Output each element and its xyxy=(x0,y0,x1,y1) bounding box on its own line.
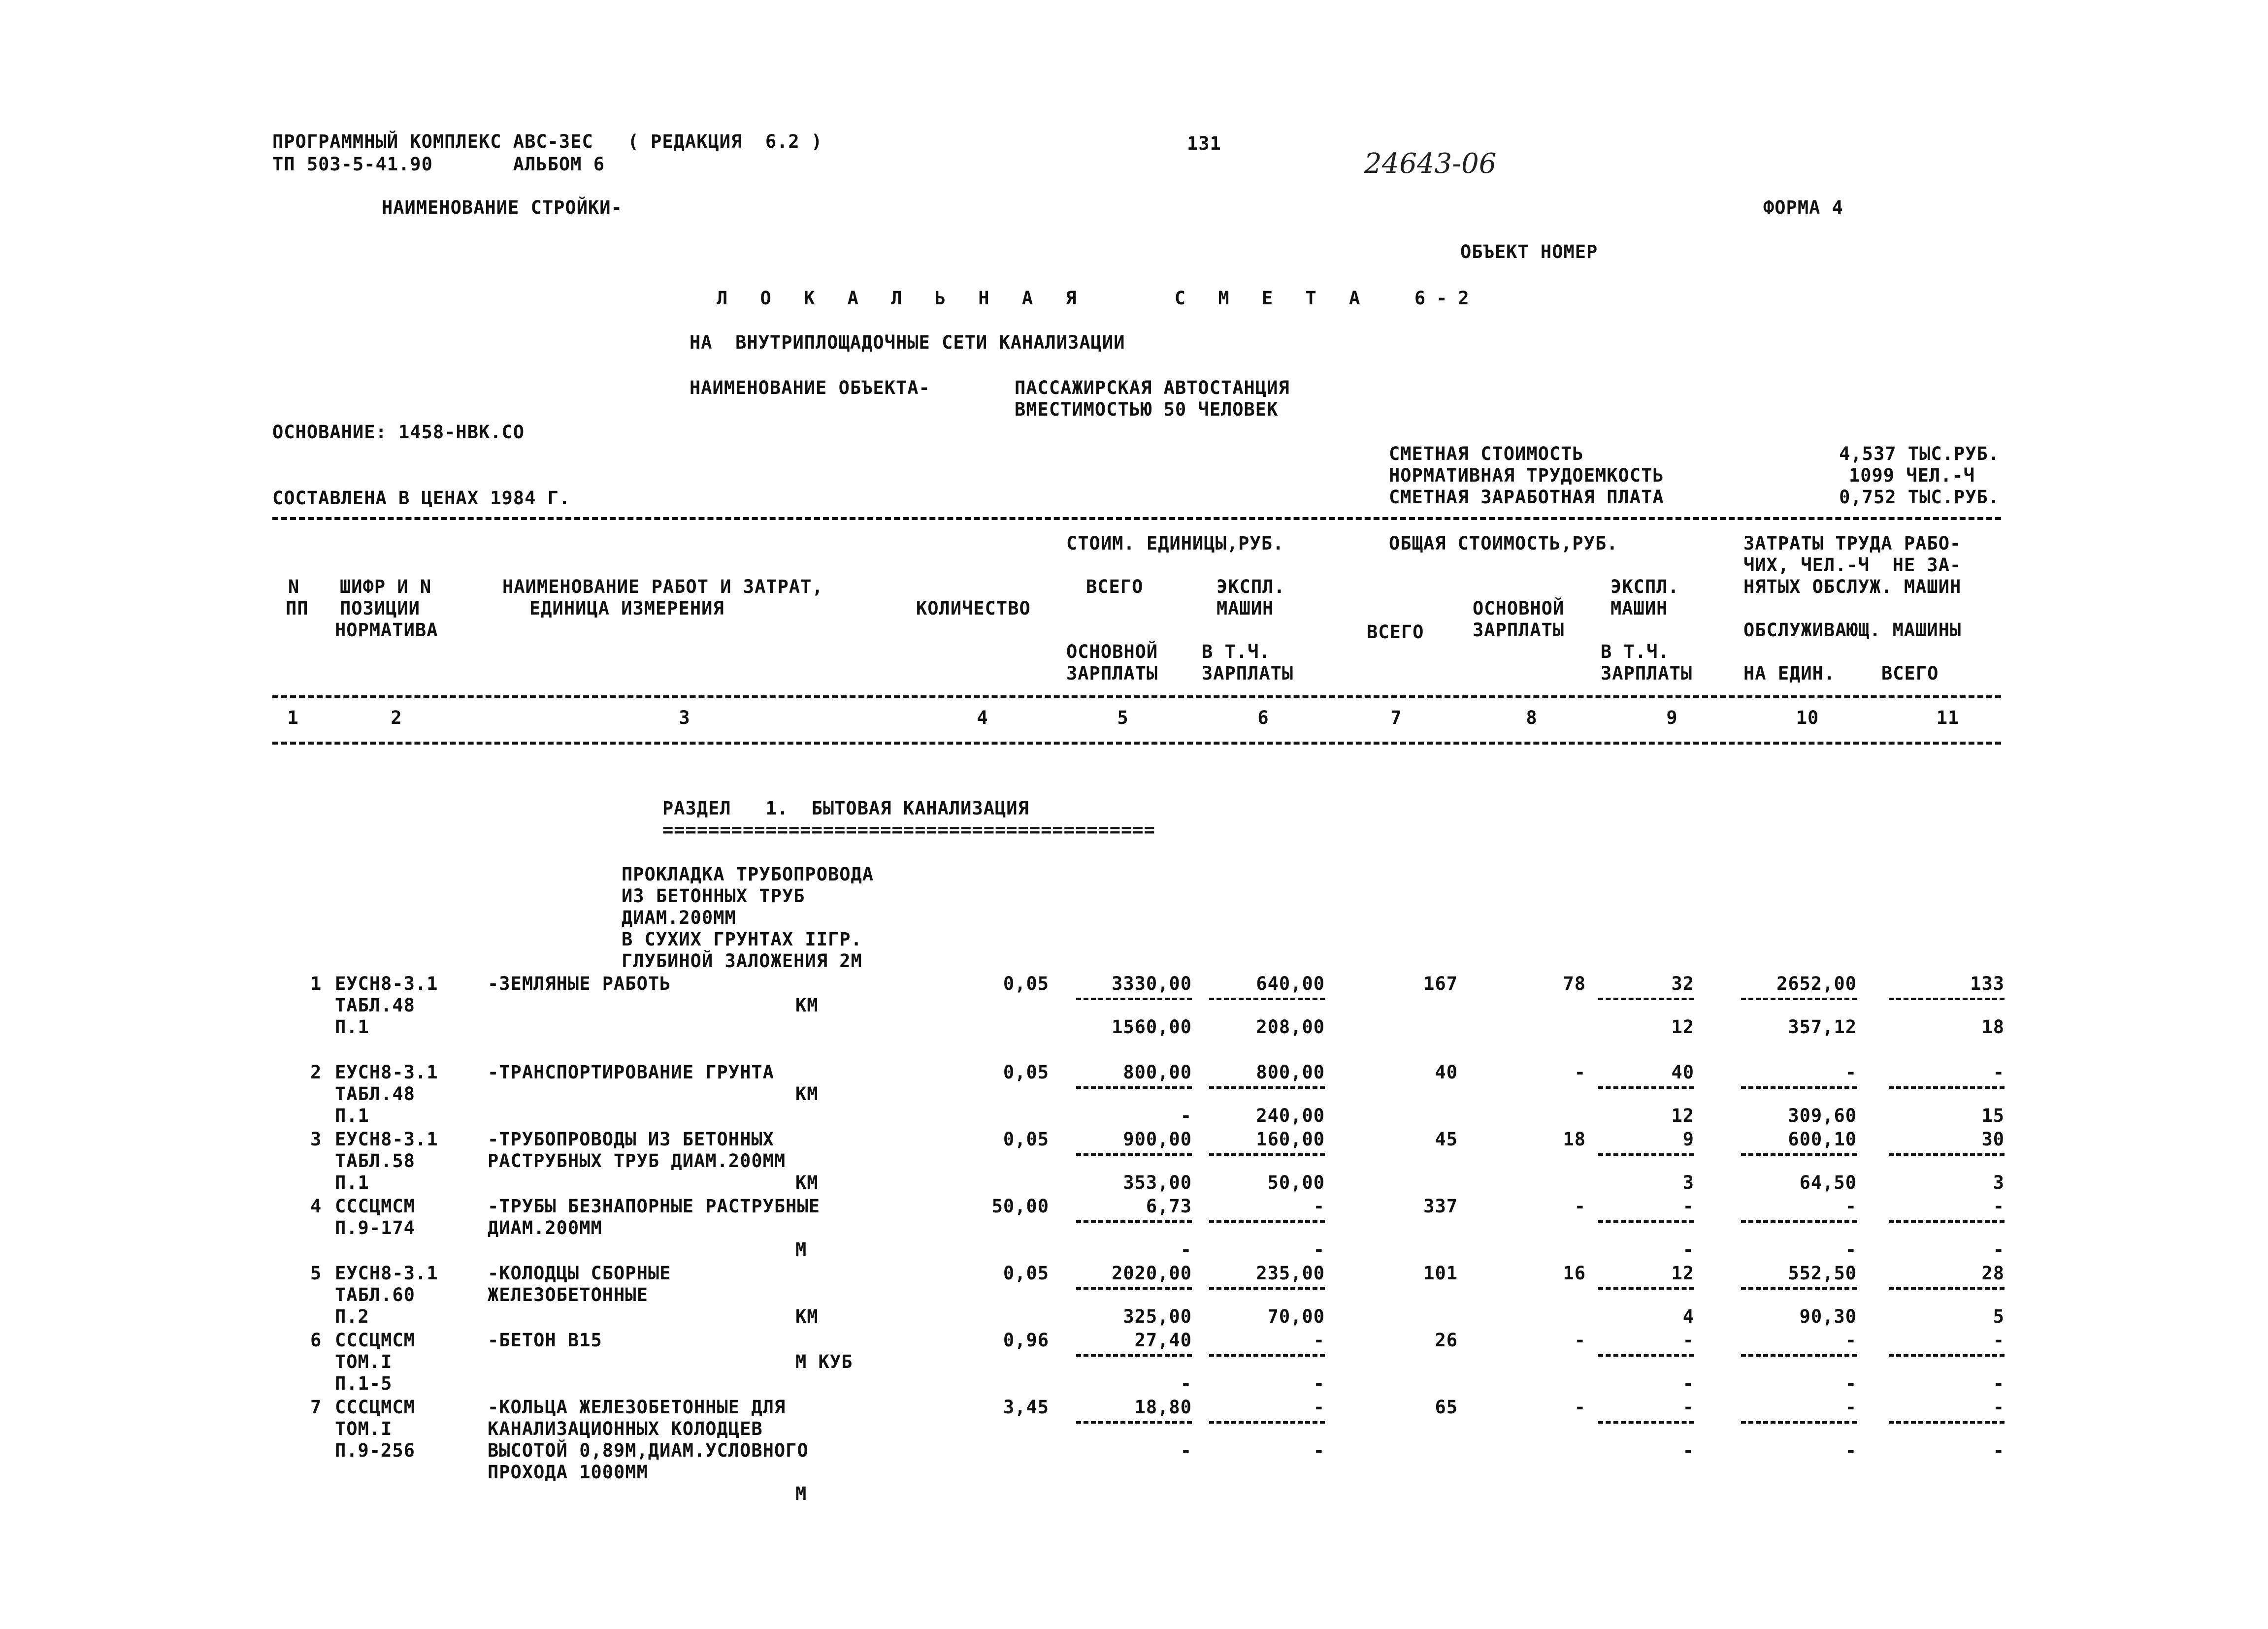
row-unit-total: 900,00 xyxy=(1123,1129,1192,1150)
section-title: РАЗДЕЛ 1. БЫТОВАЯ КАНАЛИЗАЦИЯ xyxy=(662,798,1029,819)
row-unit-base: 325,00 xyxy=(1123,1306,1192,1327)
handwritten-code: 24643-06 xyxy=(1364,148,1497,180)
row-labor-total: 30 xyxy=(1981,1129,2005,1150)
col-labor-mach: ОБСЛУЖИВАЮЩ. МАШИНЫ xyxy=(1743,619,1962,641)
row-quantity: 0,96 xyxy=(1003,1330,1049,1351)
row-total-base: - xyxy=(1574,1062,1586,1083)
row-labor-total-mach: 3 xyxy=(1993,1172,2005,1193)
cell-separator xyxy=(1598,1287,1694,1290)
row-labor-unit: 600,10 xyxy=(1788,1129,1857,1150)
row-unit-total: 2020,00 xyxy=(1112,1263,1192,1284)
col-code: ШИФР И N xyxy=(340,576,432,597)
row-total-base: - xyxy=(1574,1397,1586,1418)
row-name: -КОЛЬЦА ЖЕЛЕЗОБЕТОННЫЕ ДЛЯ xyxy=(488,1397,786,1418)
row-code: ТОМ.I xyxy=(335,1351,393,1372)
row-total-incl: 4 xyxy=(1682,1306,1694,1327)
row-code: П.9-174 xyxy=(335,1217,415,1238)
cell-separator xyxy=(1076,1287,1192,1290)
row-quantity: 0,05 xyxy=(1003,1062,1049,1083)
object-value-2: ВМЕСТИМОСТЬЮ 50 ЧЕЛОВЕК xyxy=(1015,399,1279,420)
construction-name: НАИМЕНОВАНИЕ СТРОЙКИ- xyxy=(382,197,623,218)
row-name: -КОЛОДЦЫ СБОРНЫЕ xyxy=(488,1263,671,1284)
row-code: ЕУСН8-3.1 xyxy=(335,1062,438,1083)
row-code: П.1 xyxy=(335,1016,369,1038)
row-total-base: 18 xyxy=(1563,1129,1586,1150)
col-unit-base: ОСНОВНОЙ xyxy=(1066,641,1158,662)
row-total-mach: 40 xyxy=(1671,1062,1694,1083)
row-labor-unit: - xyxy=(1845,1397,1857,1418)
row-labor-unit: - xyxy=(1845,1330,1857,1351)
row-total-mach: 12 xyxy=(1671,1263,1694,1284)
row-name: -ЗЕМЛЯНЫЕ РАБОТЬ xyxy=(488,973,671,994)
colnum-9: 9 xyxy=(1666,707,1678,728)
row-unit: М КУБ xyxy=(795,1351,853,1372)
row-name: ЖЕЛЕЗОБЕТОННЫЕ xyxy=(488,1284,648,1305)
cell-separator xyxy=(1741,1421,1857,1424)
row-labor-total-mach: 5 xyxy=(1993,1306,2005,1327)
row-total-all: 65 xyxy=(1435,1397,1458,1418)
row-code: ЕУСН8-3.1 xyxy=(335,1129,438,1150)
row-labor-unit-mach: 64,50 xyxy=(1799,1172,1857,1193)
row-total-mach: - xyxy=(1682,1196,1694,1217)
row-number: 1 xyxy=(310,973,322,994)
row-unit-incl: - xyxy=(1313,1239,1325,1260)
row-unit-incl: 208,00 xyxy=(1256,1016,1325,1038)
row-total-all: 101 xyxy=(1423,1263,1458,1284)
header-rule-top xyxy=(272,517,2001,520)
col-code-2: ПОЗИЦИИ xyxy=(340,598,420,619)
row-quantity: 0,05 xyxy=(1003,1263,1049,1284)
cell-separator xyxy=(1598,1086,1694,1089)
colnum-6: 6 xyxy=(1257,707,1269,728)
row-unit-total: 3330,00 xyxy=(1112,973,1192,994)
row-labor-total-mach: 18 xyxy=(1981,1016,2005,1038)
row-code: ТАБЛ.58 xyxy=(335,1150,415,1172)
row-quantity: 3,45 xyxy=(1003,1397,1049,1418)
group-heading-1: ПРОКЛАДКА ТРУБОПРОВОДА xyxy=(622,864,874,885)
col-unit-total: ВСЕГО xyxy=(1086,576,1144,597)
object-label: НАИМЕНОВАНИЕ ОБЪЕКТА- xyxy=(690,377,930,398)
summary-value-salary: 0,752 ТЫС.РУБ. xyxy=(1839,487,2000,508)
row-quantity: 0,05 xyxy=(1003,1129,1049,1150)
cell-separator xyxy=(1889,1220,2005,1223)
row-labor-unit: 2652,00 xyxy=(1776,973,1857,994)
cell-separator xyxy=(1076,1086,1192,1089)
row-unit-base: 1560,00 xyxy=(1112,1016,1192,1038)
col-total-incl: В Т.Ч. xyxy=(1601,641,1670,662)
row-labor-total: - xyxy=(1993,1397,2005,1418)
group-heading-4: В СУХИХ ГРУНТАХ IIГР. xyxy=(622,929,862,950)
tp-album: ТП 503-5-41.90 АЛЬБОМ 6 xyxy=(272,154,605,175)
page-subtitle: НА ВНУТРИПЛОЩАДОЧНЫЕ СЕТИ КАНАЛИЗАЦИИ xyxy=(690,332,1125,353)
row-total-incl: 12 xyxy=(1671,1105,1694,1126)
colnum-7: 7 xyxy=(1390,707,1402,728)
col-unit-incl: В Т.Ч. xyxy=(1202,641,1271,662)
row-code: П.2 xyxy=(335,1306,369,1327)
row-unit-mach: 235,00 xyxy=(1256,1263,1325,1284)
col-labor-unit: НА ЕДИН. xyxy=(1743,663,1836,684)
row-unit-total: 6,73 xyxy=(1146,1196,1192,1217)
row-code: ТОМ.I xyxy=(335,1418,393,1439)
row-labor-total: 133 xyxy=(1970,973,2005,994)
row-total-base: - xyxy=(1574,1330,1586,1351)
col-labor-3: НЯТЫХ ОБСЛУЖ. МАШИН xyxy=(1743,576,1962,597)
cell-separator xyxy=(1598,1220,1694,1223)
row-code: ЕУСН8-3.1 xyxy=(335,973,438,994)
row-labor-unit-mach: - xyxy=(1845,1440,1857,1461)
col-total-mach: ЭКСПЛ. xyxy=(1611,576,1679,597)
row-labor-unit-mach: 309,60 xyxy=(1788,1105,1857,1126)
row-labor-total-mach: 15 xyxy=(1981,1105,2005,1126)
col-total-incl-2: ЗАРПЛАТЫ xyxy=(1601,663,1693,684)
cell-separator xyxy=(1741,1086,1857,1089)
row-total-incl: 12 xyxy=(1671,1016,1694,1038)
row-name: КАНАЛИЗАЦИОННЫХ КОЛОДЦЕВ xyxy=(488,1418,763,1439)
cell-separator xyxy=(1598,1354,1694,1357)
object-value-1: ПАССАЖИРСКАЯ АВТОСТАНЦИЯ xyxy=(1015,377,1290,398)
row-unit-base: - xyxy=(1180,1105,1192,1126)
row-total-all: 45 xyxy=(1435,1129,1458,1150)
cell-separator xyxy=(1209,1220,1325,1223)
cell-separator xyxy=(1889,998,2005,1000)
object-number: ОБЪЕКТ НОМЕР xyxy=(1460,241,1598,262)
row-labor-total: - xyxy=(1993,1196,2005,1217)
cell-separator xyxy=(1741,1287,1857,1290)
col-total-base: ОСНОВНОЙ xyxy=(1473,598,1565,619)
row-code: СССЦМСМ xyxy=(335,1397,415,1418)
row-name: -БЕТОН В15 xyxy=(488,1330,602,1351)
row-labor-total-mach: - xyxy=(1993,1373,2005,1394)
cell-separator xyxy=(1741,1354,1857,1357)
row-unit-total: 18,80 xyxy=(1134,1397,1192,1418)
col-labor-2: ЧИХ, ЧЕЛ.-Ч НЕ ЗА- xyxy=(1743,554,1962,576)
col-num-2: ПП xyxy=(286,598,309,619)
col-unit-base-2: ЗАРПЛАТЫ xyxy=(1066,663,1158,684)
row-labor-unit-mach: 90,30 xyxy=(1799,1306,1857,1327)
col-num: N xyxy=(288,576,300,597)
cell-separator xyxy=(1598,1153,1694,1156)
row-quantity: 50,00 xyxy=(991,1196,1049,1217)
row-labor-unit: 552,50 xyxy=(1788,1263,1857,1284)
cell-separator xyxy=(1889,1153,2005,1156)
row-name: -ТРУБОПРОВОДЫ ИЗ БЕТОННЫХ xyxy=(488,1129,774,1150)
col-name-2: ЕДИНИЦА ИЗМЕРЕНИЯ xyxy=(529,598,724,619)
row-total-mach: - xyxy=(1682,1397,1694,1418)
row-total-all: 167 xyxy=(1423,973,1458,994)
row-code: ТАБЛ.60 xyxy=(335,1284,415,1305)
cell-separator xyxy=(1889,1421,2005,1424)
col-unit-incl-2: ЗАРПЛАТЫ xyxy=(1202,663,1294,684)
summary-value-cost: 4,537 ТЫС.РУБ. xyxy=(1839,443,2000,464)
row-total-incl: 3 xyxy=(1682,1172,1694,1193)
row-labor-total: - xyxy=(1993,1330,2005,1351)
row-unit-mach: - xyxy=(1313,1330,1325,1351)
cell-separator xyxy=(1741,1220,1857,1223)
header-rule-bottom xyxy=(272,742,2001,745)
row-code: ЕУСН8-3.1 xyxy=(335,1263,438,1284)
row-name: ДИАМ.200ММ xyxy=(488,1217,602,1238)
colnum-4: 4 xyxy=(977,707,988,728)
row-total-base: - xyxy=(1574,1196,1586,1217)
page-number: 131 xyxy=(1187,133,1221,154)
cell-separator xyxy=(1209,1421,1325,1424)
row-total-incl: - xyxy=(1682,1239,1694,1260)
row-labor-total-mach: - xyxy=(1993,1440,2005,1461)
row-number: 5 xyxy=(310,1263,322,1284)
cell-separator xyxy=(1598,998,1694,1000)
row-code: П.1 xyxy=(335,1172,369,1193)
row-labor-unit: - xyxy=(1845,1196,1857,1217)
row-unit-total: 800,00 xyxy=(1123,1062,1192,1083)
row-code: СССЦМСМ xyxy=(335,1196,415,1217)
cell-separator xyxy=(1889,1086,2005,1089)
row-unit-base: - xyxy=(1180,1440,1192,1461)
col-total-mach-2: МАШИН xyxy=(1611,598,1668,619)
colnum-11: 11 xyxy=(1936,707,1960,728)
row-name: -ТРУБЫ БЕЗНАПОРНЫЕ РАСТРУБНЫЕ xyxy=(488,1196,821,1217)
header-rule-mid xyxy=(272,695,2001,698)
row-unit-incl: 240,00 xyxy=(1256,1105,1325,1126)
cell-separator xyxy=(1741,998,1857,1000)
row-code: ТАБЛ.48 xyxy=(335,1083,415,1105)
colnum-8: 8 xyxy=(1526,707,1538,728)
row-number: 3 xyxy=(310,1129,322,1150)
section-underline: =========================================== xyxy=(662,819,1155,841)
col-total-cost: ОБЩАЯ СТОИМОСТЬ,РУБ. xyxy=(1389,533,1618,554)
row-unit-incl: - xyxy=(1313,1373,1325,1394)
cell-separator xyxy=(1598,1421,1694,1424)
colnum-3: 3 xyxy=(679,707,690,728)
summary-label-salary: СМЕТНАЯ ЗАРАБОТНАЯ ПЛАТА xyxy=(1389,487,1664,508)
row-unit-total: 27,40 xyxy=(1134,1330,1192,1351)
colnum-2: 2 xyxy=(391,707,402,728)
row-unit: М xyxy=(795,1483,807,1504)
row-code: СССЦМСМ xyxy=(335,1330,415,1351)
cell-separator xyxy=(1076,1153,1192,1156)
summary-label-labor: НОРМАТИВНАЯ ТРУДОЕМКОСТЬ xyxy=(1389,465,1664,486)
row-name: РАСТРУБНЫХ ТРУБ ДИАМ.200ММ xyxy=(488,1150,786,1172)
row-unit-mach: - xyxy=(1313,1196,1325,1217)
row-total-mach: - xyxy=(1682,1330,1694,1351)
cell-separator xyxy=(1209,998,1325,1000)
cell-separator xyxy=(1209,1287,1325,1290)
row-unit: КМ xyxy=(795,1306,819,1327)
row-labor-total: - xyxy=(1993,1062,2005,1083)
row-unit-incl: 50,00 xyxy=(1267,1172,1325,1193)
row-unit-base: 353,00 xyxy=(1123,1172,1192,1193)
group-heading-3: ДИАМ.200ММ xyxy=(622,907,736,928)
row-total-incl: - xyxy=(1682,1440,1694,1461)
cell-separator xyxy=(1209,1086,1325,1089)
row-unit-base: - xyxy=(1180,1239,1192,1260)
row-code: П.9-256 xyxy=(335,1440,415,1461)
row-name: -ТРАНСПОРТИРОВАНИЕ ГРУНТА xyxy=(488,1062,774,1083)
col-unit-mach-2: МАШИН xyxy=(1216,598,1274,619)
row-unit-mach: 640,00 xyxy=(1256,973,1325,994)
group-heading-2: ИЗ БЕТОННЫХ ТРУБ xyxy=(622,885,805,907)
row-total-all: 26 xyxy=(1435,1330,1458,1351)
summary-value-labor: 1099 ЧЕЛ.-Ч xyxy=(1848,465,1975,486)
row-labor-unit-mach: - xyxy=(1845,1239,1857,1260)
row-unit: КМ xyxy=(795,1172,819,1193)
row-total-base: 78 xyxy=(1563,973,1586,994)
row-labor-unit-mach: 357,12 xyxy=(1788,1016,1857,1038)
row-number: 7 xyxy=(310,1397,322,1418)
row-unit: КМ xyxy=(795,1083,819,1105)
row-labor-unit-mach: - xyxy=(1845,1373,1857,1394)
col-unit-cost: СТОИМ. ЕДИНИЦЫ,РУБ. xyxy=(1066,533,1284,554)
col-total-all: ВСЕГО xyxy=(1367,621,1424,643)
row-total-all: 337 xyxy=(1423,1196,1458,1217)
cell-separator xyxy=(1209,1153,1325,1156)
row-total-all: 40 xyxy=(1435,1062,1458,1083)
basis: ОСНОВАНИЕ: 1458-НВК.СО xyxy=(272,422,525,443)
col-name: НАИМЕНОВАНИЕ РАБОТ И ЗАТРАТ, xyxy=(502,576,823,597)
form-label: ФОРМА 4 xyxy=(1763,197,1843,218)
cell-separator xyxy=(1076,1421,1192,1424)
row-labor-unit: - xyxy=(1845,1062,1857,1083)
row-unit-base: - xyxy=(1180,1373,1192,1394)
row-unit-mach: 160,00 xyxy=(1256,1129,1325,1150)
col-labor: ЗАТРАТЫ ТРУДА РАБО- xyxy=(1743,533,1962,554)
colnum-1: 1 xyxy=(287,707,299,728)
cell-separator xyxy=(1889,1354,2005,1357)
cell-separator xyxy=(1076,1354,1192,1357)
page-title: Л О К А Л Ь Н А Я С М Е Т А 6-2 xyxy=(717,288,1480,309)
row-code: ТАБЛ.48 xyxy=(335,995,415,1016)
program-title: ПРОГРАММНЫЙ КОМПЛЕКС АВС-3ЕС ( РЕДАКЦИЯ 6.2 ) xyxy=(272,131,823,152)
row-unit: КМ xyxy=(795,995,819,1016)
cell-separator xyxy=(1076,1220,1192,1223)
summary-label-cost: СМЕТНАЯ СТОИМОСТЬ xyxy=(1389,443,1584,464)
col-code-3: НОРМАТИВА xyxy=(335,619,438,641)
row-unit-incl: - xyxy=(1313,1440,1325,1461)
row-number: 6 xyxy=(310,1330,322,1351)
row-total-incl: - xyxy=(1682,1373,1694,1394)
col-total-base-2: ЗАРПЛАТЫ xyxy=(1473,619,1565,641)
group-heading-5: ГЛУБИНОЙ ЗАЛОЖЕНИЯ 2М xyxy=(622,950,862,972)
cell-separator xyxy=(1076,998,1192,1000)
row-total-base: 16 xyxy=(1563,1263,1586,1284)
cell-separator xyxy=(1209,1354,1325,1357)
row-code: П.1-5 xyxy=(335,1373,393,1394)
row-name: ВЫСОТОЙ 0,89М,ДИАМ.УСЛОВНОГО xyxy=(488,1440,809,1461)
row-total-mach: 32 xyxy=(1671,973,1694,994)
row-unit: М xyxy=(795,1239,807,1260)
row-code: П.1 xyxy=(335,1105,369,1126)
colnum-5: 5 xyxy=(1117,707,1129,728)
col-labor-total: ВСЕГО xyxy=(1881,663,1939,684)
colnum-10: 10 xyxy=(1796,707,1819,728)
row-unit-mach: 800,00 xyxy=(1256,1062,1325,1083)
row-labor-total-mach: - xyxy=(1993,1239,2005,1260)
col-qty: КОЛИЧЕСТВО xyxy=(916,598,1031,619)
col-unit-mach: ЭКСПЛ. xyxy=(1216,576,1285,597)
row-labor-total: 28 xyxy=(1981,1263,2005,1284)
row-quantity: 0,05 xyxy=(1003,973,1049,994)
row-total-mach: 9 xyxy=(1682,1129,1694,1150)
row-number: 2 xyxy=(310,1062,322,1083)
cell-separator xyxy=(1741,1153,1857,1156)
row-name: ПРОХОДА 1000ММ xyxy=(488,1462,648,1483)
cell-separator xyxy=(1889,1287,2005,1290)
row-unit-incl: 70,00 xyxy=(1267,1306,1325,1327)
row-unit-mach: - xyxy=(1313,1397,1325,1418)
row-number: 4 xyxy=(310,1196,322,1217)
price-year: СОСТАВЛЕНА В ЦЕНАХ 1984 Г. xyxy=(272,488,571,509)
